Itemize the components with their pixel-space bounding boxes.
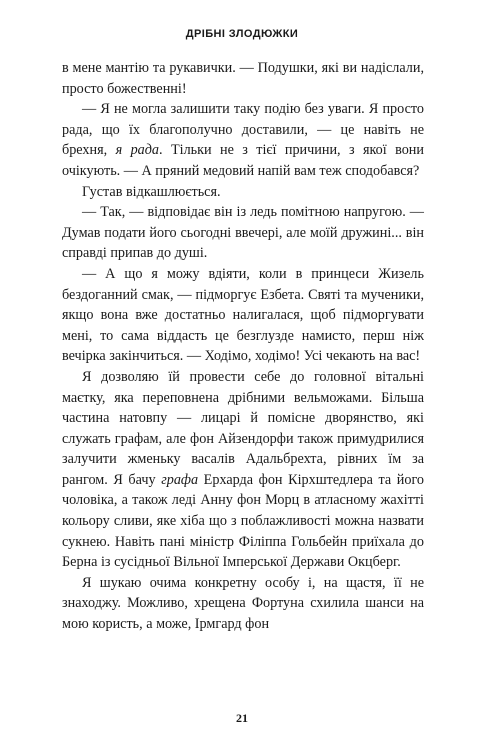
paragraph xyxy=(62,573,424,635)
italic-text: графа xyxy=(161,471,199,488)
text-run: Густав відкашлюється. xyxy=(82,183,221,200)
text-run: — Так, — відповідає він із ледь помітною напругою. — Думав подати його сьогодні ввечері, але моїй дружині... він справді припав до душі. xyxy=(62,204,424,262)
text-run: Я дозволяю їй провести себе до головної вітальні маєтку, яка переповнена дрібними вельможами. Більша частина натовпу — лицарі й поміснe дворянство, які служать графам, але фон Айзендорфи також примудрилися залучити жменьку васалів Адальбрехта, рівних їм за рангом. Я бачу xyxy=(62,368,424,488)
text-run: в мене мантію та рукавички. — Подушки, які ви надіслали, просто божественні! xyxy=(62,60,424,97)
paragraph xyxy=(62,58,424,99)
paragraph xyxy=(62,367,424,573)
body-text xyxy=(62,58,424,635)
page-number: 21 xyxy=(236,711,248,725)
text-run: Я шукаю очима конкретну особу і, на щастя, її не знаходжу. Можливо, хрещена Фортуна схилила шанси на мою користь, а може, Ірмгард фон xyxy=(62,574,424,633)
italic-text: я рада xyxy=(115,142,160,159)
text-run: . Тільки не з тієї причини, з якої вони очікують. — А пряний медовий напій вам теж сподобався? xyxy=(62,142,424,179)
paragraph xyxy=(62,264,424,367)
text-run: — Я не могла залишити таку подію без уваги. Я просто рада, що їх благополучно доставили, — це навіть не брехня, xyxy=(62,101,424,159)
text-run: — А що я можу вдіяти, коли в принцеси Жизель бездоганний смак, — підморгує Езбета. Святі та мученики, якщо вона вже достатньо налигалася, щоб підморгувати мені, то сама віддасть це безглузде намисто, перш ніж вечірка закінчиться. — Ходімо, ходімо! Усі чекають на вас! xyxy=(62,265,424,365)
paragraph xyxy=(62,99,424,181)
paragraph xyxy=(62,182,424,203)
running-head: ДРІБНІ ЗЛОДЮЖКИ xyxy=(185,28,299,40)
text-run: Ерхарда фон Кірхштедлера та його чоловіка, а також леді Анну фон Морц в атласному жахітті кольору сливи, яке хіба що з поблажливості можна назвати сукнею. Навіть пані міністр Філіппа Гольбейн приїхала до Берна із сусідньої Вільної Імперської Держави Окцберг. xyxy=(62,471,425,571)
paragraph xyxy=(62,202,424,264)
